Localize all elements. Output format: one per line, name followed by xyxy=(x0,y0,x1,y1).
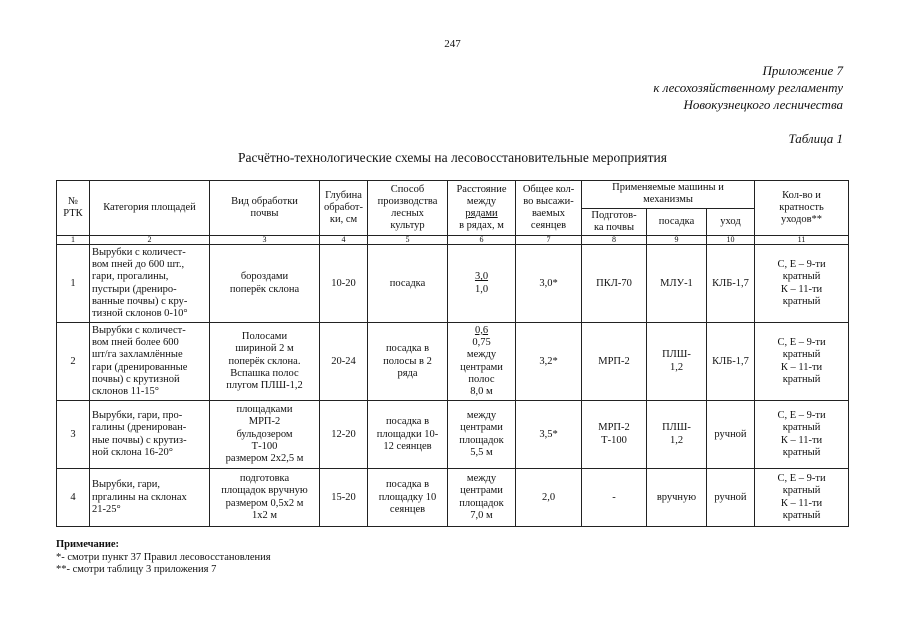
note-item: **- смотри таблицу 3 приложения 7 xyxy=(56,564,217,575)
column-number: 6 xyxy=(448,236,516,245)
document-title: Расчётно-технологические схемы на лесовосстановительные мероприятия xyxy=(238,150,667,165)
cell-planting: вручную xyxy=(656,491,697,503)
cell-care: КЛБ-1,7 xyxy=(707,323,755,401)
appendix-line: Новокузнецкого лесничества xyxy=(683,97,843,112)
cell-total: 3,0* xyxy=(516,245,582,323)
cell-distance xyxy=(448,469,516,527)
cell-care-count: С, Е – 9-ти кратный К – 11-ти кратный xyxy=(777,473,826,521)
header-care-count xyxy=(755,181,849,236)
column-number: 4 xyxy=(320,236,368,245)
header-category: Категория площадей xyxy=(90,181,210,236)
cell-category: Вырубки с количест- вом пней до 600 шт., гари, прогалины, пустыри (дрениро- ванные почвы) с кру- тизной склонов 0-10° xyxy=(92,246,188,320)
cell-category xyxy=(90,245,210,323)
header-prep: Подготов- ка почвы xyxy=(591,209,637,233)
column-number: 3 xyxy=(210,236,320,245)
cell-care-count: С, Е – 9-ти кратный К – 11-ти кратный xyxy=(777,259,826,307)
cell-planting: МЛУ-1 xyxy=(660,277,693,289)
cell-care-count xyxy=(755,245,849,323)
cell-prep: ПКЛ-70 xyxy=(596,277,632,289)
table-label: Таблица 1 xyxy=(788,131,843,146)
column-number: 9 xyxy=(647,236,707,245)
cell-care-count xyxy=(755,469,849,527)
cell-num: 2 xyxy=(57,323,90,401)
column-number: 7 xyxy=(516,236,582,245)
header-total: Общее кол- во высажи- ваемых сеянцев xyxy=(522,183,575,232)
header-depth: Глубина обработ- ки, см xyxy=(323,189,364,226)
forest-restoration-table xyxy=(56,180,849,527)
cell-treatment xyxy=(210,469,320,527)
column-number: 10 xyxy=(707,236,755,245)
appendix-line: Приложение 7 xyxy=(762,63,843,78)
header-machines: Применяемые машины и механизмы xyxy=(612,182,724,206)
cell-prep: - xyxy=(612,491,616,503)
cell-num: 1 xyxy=(57,245,90,323)
column-number: 8 xyxy=(582,236,647,245)
cell-treatment: площадками МРП-2 бульдозером Т-100 размером 2х2,5 м xyxy=(225,403,304,465)
cell-planting xyxy=(647,245,707,323)
cell-care-count: С, Е – 9-ти кратный К – 11-ти кратный xyxy=(777,410,826,458)
cell-treatment: бороздами поперёк склона xyxy=(229,271,300,295)
cell-depth: 20-24 xyxy=(320,323,368,401)
cell-category: Вырубки с количест- вом пней более 600 шт/га захламлённые гари (дренированные почвы) с крутизной склонов 11-15° xyxy=(92,324,188,398)
cell-planting xyxy=(647,323,707,401)
header-num xyxy=(57,181,90,236)
table-row xyxy=(57,323,849,401)
cell-prep: МРП-2 xyxy=(598,355,630,367)
cell-category xyxy=(90,401,210,469)
distance-rest: между центрами площадок 7,0 м xyxy=(459,473,504,521)
cell-distance xyxy=(448,323,516,401)
column-number-row xyxy=(57,236,849,245)
header-prep xyxy=(582,208,647,236)
distance-rest: 0,75 между центрами полос 8,0 м xyxy=(460,337,503,398)
cell-prep xyxy=(582,401,647,469)
note-item: *- смотри пункт 37 Правил лесовосстановления xyxy=(56,551,271,563)
cell-method xyxy=(368,323,448,401)
cell-depth: 12-20 xyxy=(320,401,368,469)
distance-between-rows: 0,6 xyxy=(474,324,489,336)
cell-num: 4 xyxy=(57,469,90,527)
cell-care-count: С, Е – 9-ти кратный К – 11-ти кратный xyxy=(777,337,826,385)
header-depth xyxy=(320,181,368,236)
distance-between-rows: 3,0 xyxy=(474,271,489,283)
cell-prep: МРП-2 Т-100 xyxy=(598,422,630,446)
cell-total: 3,5* xyxy=(516,401,582,469)
cell-planting xyxy=(647,401,707,469)
cell-depth: 15-20 xyxy=(320,469,368,527)
column-number: 5 xyxy=(368,236,448,245)
cell-care: ручной xyxy=(707,401,755,469)
header-machines xyxy=(582,181,755,209)
cell-care-count xyxy=(755,401,849,469)
cell-total: 2,0 xyxy=(516,469,582,527)
cell-method xyxy=(368,469,448,527)
cell-prep xyxy=(582,323,647,401)
header-care: уход xyxy=(707,208,755,236)
cell-treatment: Полосами шириной 2 м поперёк склона. Вспашка полос плугом ПЛШ-1,2 xyxy=(226,330,303,392)
cell-method xyxy=(368,245,448,323)
cell-category xyxy=(90,469,210,527)
cell-prep xyxy=(582,469,647,527)
header-treatment xyxy=(210,181,320,236)
cell-treatment xyxy=(210,245,320,323)
appendix-caption xyxy=(653,62,843,113)
cell-planting: ПЛШ- 1,2 xyxy=(662,349,691,373)
header-distance xyxy=(448,181,516,236)
cell-distance xyxy=(448,245,516,323)
distance-rest: между центрами площадок 5,5 м xyxy=(459,410,504,458)
header-method xyxy=(368,181,448,236)
notes-heading: Примечание: xyxy=(56,539,120,550)
page-number: 247 xyxy=(444,38,461,50)
cell-depth: 10-20 xyxy=(320,245,368,323)
header-method: Способ производства лесных культур xyxy=(377,183,438,232)
cell-planting xyxy=(647,469,707,527)
distance-rest: 1,0 xyxy=(474,283,489,295)
cell-category xyxy=(90,323,210,401)
cell-method: посадка в полосы в 2 ряда xyxy=(383,343,432,379)
cell-total: 3,2* xyxy=(516,323,582,401)
cell-method: посадка в площадку 10 сеянцев xyxy=(378,479,437,515)
cell-treatment: подготовка площадок вручную размером 0,5х2 м 1х2 м xyxy=(221,473,308,521)
cell-treatment xyxy=(210,401,320,469)
cell-prep xyxy=(582,245,647,323)
column-number: 1 xyxy=(57,236,90,245)
header-care-count: Кол-во и кратность уходов** xyxy=(779,189,824,226)
table-row xyxy=(57,401,849,469)
header-distance: Расстояние между рядами в рядах, м xyxy=(456,183,507,232)
cell-category: Вырубки, гари, про- галины (дренирован- ные почвы) с крутиз- ной склона 16-20° xyxy=(92,410,187,458)
header-row xyxy=(57,181,849,209)
column-number: 2 xyxy=(90,236,210,245)
appendix-line: к лесохозяйственному регламенту xyxy=(653,80,843,95)
table-row xyxy=(57,469,849,527)
cell-planting: ПЛШ- 1,2 xyxy=(662,422,691,446)
cell-method xyxy=(368,401,448,469)
cell-distance xyxy=(448,401,516,469)
cell-care: КЛБ-1,7 xyxy=(707,245,755,323)
header-planting: посадка xyxy=(647,208,707,236)
header-treatment: Вид обработки почвы xyxy=(231,195,298,220)
notes xyxy=(56,539,271,577)
table-row xyxy=(57,245,849,323)
column-number: 11 xyxy=(755,236,849,245)
cell-num: 3 xyxy=(57,401,90,469)
cell-treatment xyxy=(210,323,320,401)
cell-care: ручной xyxy=(707,469,755,527)
cell-category: Вырубки, гари, пргалины на склонах 21-25° xyxy=(92,479,187,515)
header-num: № РТК xyxy=(63,195,83,220)
cell-care-count xyxy=(755,323,849,401)
cell-method: посадка в площадки 10- 12 сеянцев xyxy=(376,416,439,452)
cell-method: посадка xyxy=(389,277,426,289)
header-total xyxy=(516,181,582,236)
